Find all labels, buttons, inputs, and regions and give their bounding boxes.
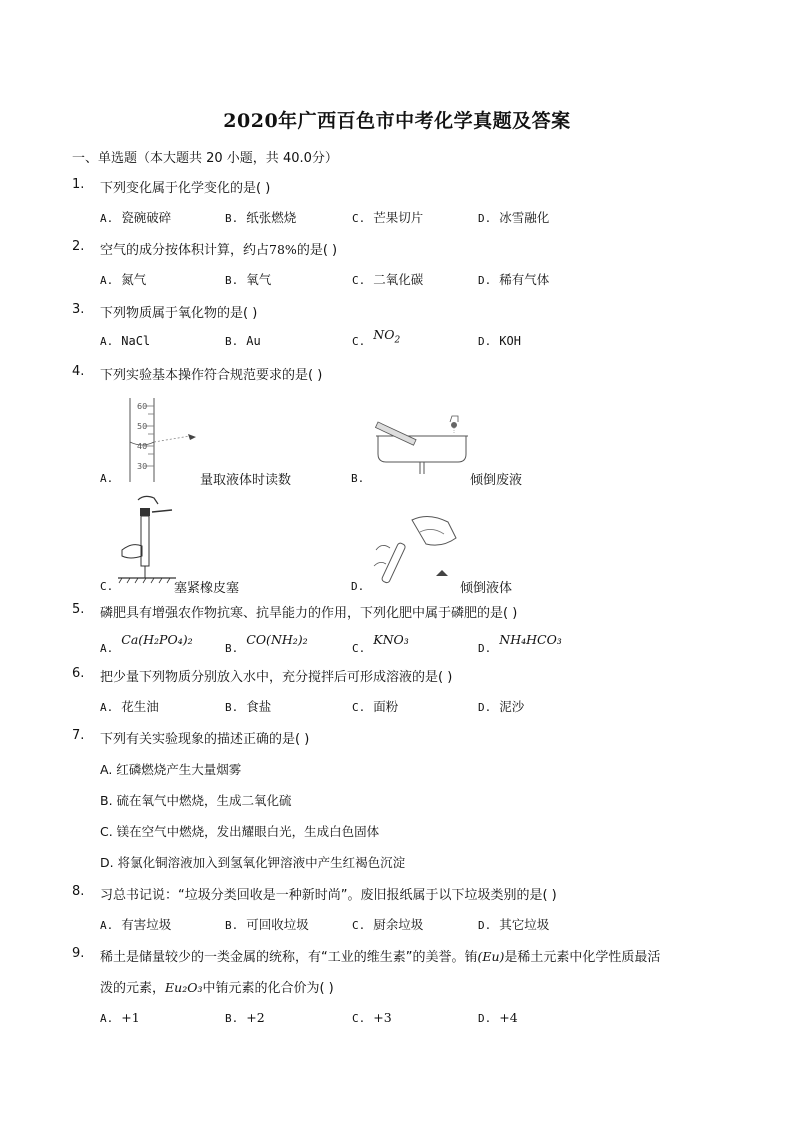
option-a: A. 有害垃圾 [100,917,172,932]
question-text-line-2: 泼的元素，Eu₂O₃中铕元素的化合价为( ) [100,980,334,996]
q4-option-d-letter: D. [351,580,365,593]
q4-option-a-caption: 量取液体时读数 [200,473,292,488]
tick-label-60: 60 [137,402,148,411]
option-a: A. +1 [100,1010,140,1025]
q4-option-b-letter: B. [351,472,365,485]
option-d: D. +4 [478,1010,518,1025]
option-d: D. 其它垃圾 [478,917,550,932]
tick-label-50: 50 [137,422,148,431]
option-d: D. 冰雪融化 [478,210,550,225]
option-c: C.KNO₃ [352,632,409,655]
option-b: B.CO(NH₂)₂ [225,632,308,655]
pouring-liquid-figure [372,512,464,590]
tick-label-30: 30 [137,462,148,471]
option-d: D.NH₄HCO₃ [478,632,562,655]
sink-pouring-figure [372,414,472,484]
question-number: 1. [72,177,85,192]
option-c: C. 面粉 [352,699,399,714]
option-b: B. Au [225,334,261,348]
option-b: B. 氧气 [225,272,272,287]
graduated-cylinder-figure [124,396,204,484]
option-b: B. 纸张燃烧 [225,210,297,225]
option-c: C. +3 [352,1010,392,1025]
option-c: C. 镁在空气中燃烧，发出耀眼白光，生成白色固体 [100,824,380,839]
option-b: B. 硫在氧气中燃烧，生成二氧化硫 [100,793,292,808]
option-c: C. 厨余垃圾 [352,917,424,932]
option-a: A.Ca(H₂PO₄)₂ [100,632,193,655]
question-text: 下列有关实验现象的描述正确的是( ) [100,732,310,747]
question-number: 7. [72,728,85,743]
option-c: C. 芒果切片 [352,210,424,225]
question-text: 把少量下列物质分别放入水中，充分搅拌后可形成溶液的是( ) [100,670,453,685]
question-text: 空气的成分按体积计算，约占78%的是( ) [100,242,338,258]
question-number: 8. [72,884,85,899]
option-a: A. 红磷燃烧产生大量烟雾 [100,762,242,777]
question-text: 下列实验基本操作符合规范要求的是( ) [100,368,323,383]
question-text: 下列变化属于化学变化的是( ) [100,181,271,196]
question-number: 9. [72,946,85,961]
question-number: 4. [72,364,85,379]
question-number: 2. [72,239,85,254]
tick-label-40: 40 [137,442,148,451]
q4-option-b-caption: 倾倒废液 [470,473,523,488]
question-number: 6. [72,666,85,681]
stopper-test-tube-figure [118,494,178,586]
option-a: A. 瓷碗破碎 [100,210,172,225]
option-d: D. 将氯化铜溶液加入到氢氧化钾溶液中产生红褐色沉淀 [100,855,406,870]
q4-option-d-caption: 倾倒液体 [460,581,513,596]
section-heading: 一、单选题（本大题共 20 小题，共 40.0分） [72,151,338,166]
option-d: D. 稀有气体 [478,272,550,287]
question-number: 5. [72,602,85,617]
question-number: 3. [72,302,85,317]
q4-option-c-letter: C. [100,580,114,593]
option-d: D. 泥沙 [478,699,525,714]
option-c: C. $NO_2$ [352,327,401,348]
page-title: 2020年广西百色市中考化学真题及答案 [223,110,571,132]
question-text: 磷肥具有增强农作物抗寒、抗旱能力的作用，下列化肥中属于磷肥的是( ) [100,606,518,621]
q4-option-a-letter: A. [100,472,114,485]
q4-option-c-caption: 塞紧橡皮塞 [174,581,240,596]
option-b: B. 可回收垃圾 [225,917,309,932]
option-c: C. 二氧化碳 [352,272,424,287]
option-a: A. 花生油 [100,699,159,714]
option-d: D. KOH [478,334,521,348]
option-b: B. 食盐 [225,699,272,714]
question-text-line-1: 稀土是储量较少的一类金属的统称，有“工业的维生素”的美誉。铕(Eu)是稀土元素中化学性质最活 [100,949,661,965]
option-a: A. NaCl [100,334,151,348]
question-text: 下列物质属于氧化物的是( ) [100,306,258,321]
option-a: A. 氮气 [100,272,147,287]
question-text: 习总书记说：“垃圾分类回收是一种新时尚”。废旧报纸属于以下垃圾类别的是( ) [100,888,557,903]
option-b: B. +2 [225,1010,265,1025]
